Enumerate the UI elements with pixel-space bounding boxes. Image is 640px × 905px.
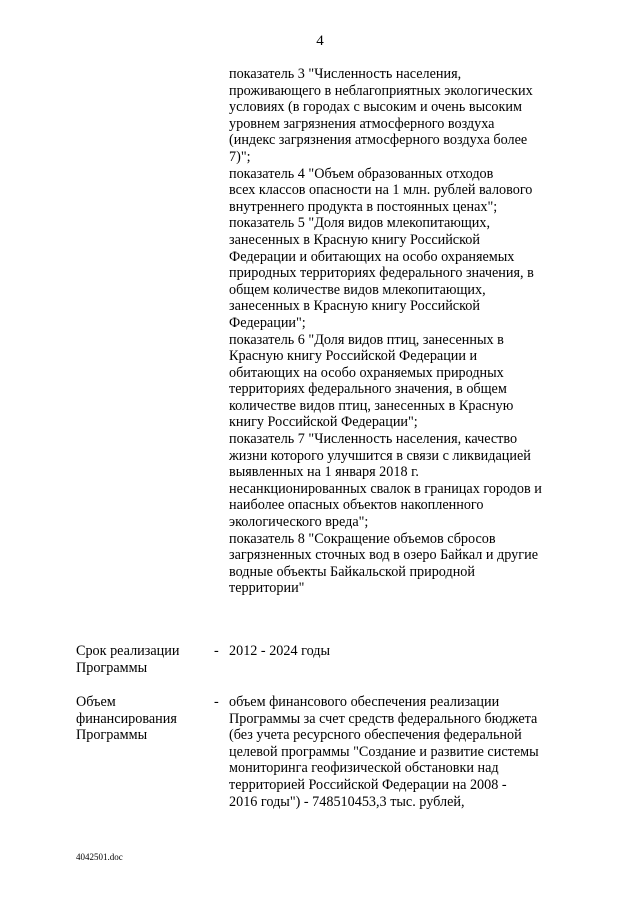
text-line: Федерации и обитающих на особо охраняемых xyxy=(229,248,515,265)
text-line: экологического вреда"; xyxy=(229,514,369,531)
text-line: Объем xyxy=(76,694,116,710)
funding-label xyxy=(76,694,206,744)
term-label xyxy=(76,643,206,676)
indicator-5 xyxy=(229,215,574,331)
text-line: показатель 8 "Сокращение объемов сбросов xyxy=(229,530,496,547)
text-line: природных территориях федерального значения, в xyxy=(229,265,534,282)
term-value xyxy=(229,643,574,660)
text-line: 7)"; xyxy=(229,148,251,165)
text-line: показатель 5 "Доля видов млекопитающих, xyxy=(229,215,491,232)
text-line: показатель 3 "Численность населения, xyxy=(229,66,462,82)
text-line: занесенных в Красную книгу Российской xyxy=(229,298,480,315)
indicators-list xyxy=(229,66,574,597)
text-line: Программы за счет средств федерального бюджета xyxy=(229,710,538,727)
text-line: 2016 годы") - 748510453,3 тыс. рублей, xyxy=(229,793,465,810)
text-line: книгу Российской Федерации"; xyxy=(229,414,418,431)
indicator-8 xyxy=(229,531,574,597)
text-line: проживающего в неблагоприятных экологических xyxy=(229,82,533,99)
text-line: занесенных в Красную книгу Российской xyxy=(229,231,480,248)
text-line: наиболее опасных объектов накопленного xyxy=(229,497,484,514)
text-line: всех классов опасности на 1 млн. рублей валового xyxy=(229,182,533,199)
text-line: показатель 6 "Доля видов птиц, занесенных в xyxy=(229,331,504,348)
text-line: показатель 4 "Объем образованных отходов xyxy=(229,165,494,182)
funding-dash: - xyxy=(214,694,219,710)
text-line: внутреннего продукта в постоянных ценах"; xyxy=(229,198,498,215)
text-line: целевой программы "Создание и развитие системы xyxy=(229,743,539,760)
text-line: Срок реализации xyxy=(76,643,180,659)
text-line: общем количестве видов млекопитающих, xyxy=(229,281,486,298)
text-line: территориях федерального значения, в общем xyxy=(229,381,507,398)
text-line: жизни которого улучшится в связи с ликвидацией xyxy=(229,447,531,464)
text-line: выявленных на 1 января 2018 г. xyxy=(229,464,419,481)
text-line: объем финансового обеспечения реализации xyxy=(229,694,500,710)
text-line: загрязненных сточных вод в озеро Байкал и другие xyxy=(229,547,538,564)
text-line: Программы xyxy=(76,659,148,676)
text-line: (индекс загрязнения атмосферного воздуха более xyxy=(229,132,528,149)
text-line: Красную книгу Российской Федерации и xyxy=(229,348,478,365)
text-line: мониторинга геофизической обстановки над xyxy=(229,760,499,777)
text-line: условиях (в городах с высоким и очень высоким xyxy=(229,99,522,116)
text-line: водные объекты Байкальской природной xyxy=(229,563,475,580)
text-line: территории" xyxy=(229,580,305,597)
indicator-4 xyxy=(229,166,574,216)
page-number: 4 xyxy=(316,33,324,49)
text-line: уровнем загрязнения атмосферного воздуха xyxy=(229,115,495,132)
text-line: территорией Российской Федерации на 2008 - xyxy=(229,776,507,793)
text-line: 2012 - 2024 годы xyxy=(229,643,331,659)
funding-value xyxy=(229,694,574,810)
term-dash: - xyxy=(214,643,219,659)
text-line: Федерации"; xyxy=(229,314,306,331)
text-line: обитающих на особо охраняемых природных xyxy=(229,364,504,381)
text-line: (без учета ресурсного обеспечения федеральной xyxy=(229,727,522,744)
text-line: показатель 7 "Численность населения, качество xyxy=(229,431,518,448)
text-line: Программы xyxy=(76,727,148,744)
document-filename: 4042501.doc xyxy=(76,852,123,862)
indicator-3 xyxy=(229,66,574,166)
indicator-6 xyxy=(229,332,574,432)
text-line: финансирования xyxy=(76,710,177,727)
indicator-7 xyxy=(229,431,574,531)
text-line: несанкционированных свалок в границах городов и xyxy=(229,480,542,497)
text-line: количестве видов птиц, занесенных в Красную xyxy=(229,397,514,414)
